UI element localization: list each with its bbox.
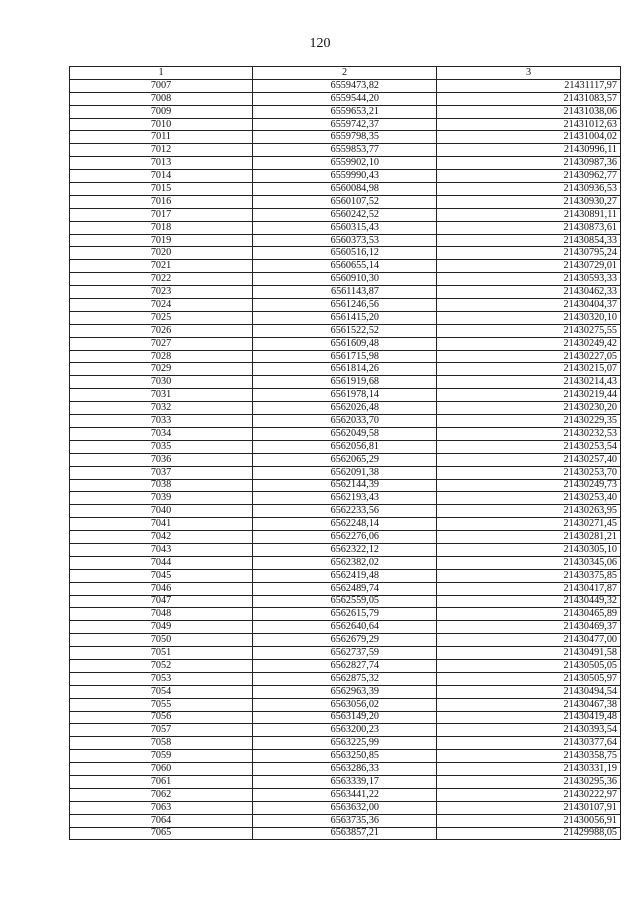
x-coordinate-cell: 6561609,48 bbox=[253, 337, 437, 350]
table-row bbox=[70, 711, 621, 724]
point-number-cell: 7057 bbox=[70, 724, 253, 737]
table-row bbox=[70, 582, 621, 595]
x-coordinate-cell: 6559653,21 bbox=[253, 105, 437, 118]
point-number-cell: 7062 bbox=[70, 788, 253, 801]
table-row bbox=[70, 505, 621, 518]
point-number-cell: 7052 bbox=[70, 659, 253, 672]
y-coordinate-cell: 21430305,10 bbox=[437, 543, 621, 556]
point-number-cell: 7024 bbox=[70, 299, 253, 312]
point-number-cell: 7040 bbox=[70, 505, 253, 518]
point-number-cell: 7012 bbox=[70, 144, 253, 157]
y-coordinate-cell: 21431004,02 bbox=[437, 131, 621, 144]
point-number-cell: 7038 bbox=[70, 479, 253, 492]
y-coordinate-cell: 21430505,05 bbox=[437, 659, 621, 672]
table-row bbox=[70, 105, 621, 118]
point-number-cell: 7022 bbox=[70, 273, 253, 286]
point-number-cell: 7027 bbox=[70, 337, 253, 350]
coordinates-table bbox=[69, 66, 621, 840]
x-coordinate-cell: 6563632,00 bbox=[253, 801, 437, 814]
table-row bbox=[70, 350, 621, 363]
table-row bbox=[70, 827, 621, 840]
table-row bbox=[70, 814, 621, 827]
y-coordinate-cell: 21430795,24 bbox=[437, 247, 621, 260]
y-coordinate-cell: 21430271,45 bbox=[437, 518, 621, 531]
table-row bbox=[70, 427, 621, 440]
table-row bbox=[70, 647, 621, 660]
x-coordinate-cell: 6562615,79 bbox=[253, 608, 437, 621]
point-number-cell: 7014 bbox=[70, 170, 253, 183]
point-number-cell: 7028 bbox=[70, 350, 253, 363]
x-coordinate-cell: 6562875,32 bbox=[253, 672, 437, 685]
table-row bbox=[70, 634, 621, 647]
y-coordinate-cell: 21430729,01 bbox=[437, 260, 621, 273]
y-coordinate-cell: 21429988,05 bbox=[437, 827, 621, 840]
y-coordinate-cell: 21430263,95 bbox=[437, 505, 621, 518]
y-coordinate-cell: 21430467,38 bbox=[437, 698, 621, 711]
y-coordinate-cell: 21430230,20 bbox=[437, 402, 621, 415]
table-row bbox=[70, 466, 621, 479]
y-coordinate-cell: 21430249,73 bbox=[437, 479, 621, 492]
point-number-cell: 7044 bbox=[70, 556, 253, 569]
x-coordinate-cell: 6563200,23 bbox=[253, 724, 437, 737]
point-number-cell: 7047 bbox=[70, 595, 253, 608]
x-coordinate-cell: 6562056,81 bbox=[253, 440, 437, 453]
point-number-cell: 7034 bbox=[70, 427, 253, 440]
y-coordinate-cell: 21430253,70 bbox=[437, 466, 621, 479]
point-number-cell: 7029 bbox=[70, 363, 253, 376]
x-coordinate-cell: 6563225,99 bbox=[253, 737, 437, 750]
x-coordinate-cell: 6560655,14 bbox=[253, 260, 437, 273]
point-number-cell: 7060 bbox=[70, 763, 253, 776]
point-number-cell: 7018 bbox=[70, 221, 253, 234]
table-row bbox=[70, 144, 621, 157]
x-coordinate-cell: 6562026,48 bbox=[253, 402, 437, 415]
table-body bbox=[70, 79, 621, 840]
x-coordinate-cell: 6561919,68 bbox=[253, 376, 437, 389]
y-coordinate-cell: 21430854,33 bbox=[437, 234, 621, 247]
table-row bbox=[70, 247, 621, 260]
x-coordinate-cell: 6560242,52 bbox=[253, 208, 437, 221]
table-row bbox=[70, 518, 621, 531]
table-row bbox=[70, 311, 621, 324]
y-coordinate-cell: 21430320,10 bbox=[437, 311, 621, 324]
point-number-cell: 7041 bbox=[70, 518, 253, 531]
point-number-cell: 7039 bbox=[70, 492, 253, 505]
x-coordinate-cell: 6560107,52 bbox=[253, 195, 437, 208]
table-row bbox=[70, 402, 621, 415]
point-number-cell: 7035 bbox=[70, 440, 253, 453]
y-coordinate-cell: 21430962,77 bbox=[437, 170, 621, 183]
column-header-3: 3 bbox=[437, 67, 621, 80]
table-row bbox=[70, 453, 621, 466]
point-number-cell: 7049 bbox=[70, 621, 253, 634]
x-coordinate-cell: 6562248,14 bbox=[253, 518, 437, 531]
table-row bbox=[70, 801, 621, 814]
point-number-cell: 7030 bbox=[70, 376, 253, 389]
x-coordinate-cell: 6562489,74 bbox=[253, 582, 437, 595]
point-number-cell: 7061 bbox=[70, 775, 253, 788]
x-coordinate-cell: 6562033,70 bbox=[253, 415, 437, 428]
point-number-cell: 7050 bbox=[70, 634, 253, 647]
y-coordinate-cell: 21430494,54 bbox=[437, 685, 621, 698]
table-row bbox=[70, 659, 621, 672]
x-coordinate-cell: 6562679,29 bbox=[253, 634, 437, 647]
y-coordinate-cell: 21430275,55 bbox=[437, 324, 621, 337]
y-coordinate-cell: 21430222,97 bbox=[437, 788, 621, 801]
y-coordinate-cell: 21430891,11 bbox=[437, 208, 621, 221]
x-coordinate-cell: 6561522,52 bbox=[253, 324, 437, 337]
y-coordinate-cell: 21430477,00 bbox=[437, 634, 621, 647]
point-number-cell: 7031 bbox=[70, 389, 253, 402]
table-row bbox=[70, 324, 621, 337]
x-coordinate-cell: 6559473,82 bbox=[253, 79, 437, 92]
point-number-cell: 7036 bbox=[70, 453, 253, 466]
table-row bbox=[70, 337, 621, 350]
table-header-row bbox=[70, 67, 621, 80]
point-number-cell: 7042 bbox=[70, 531, 253, 544]
y-coordinate-cell: 21430227,05 bbox=[437, 350, 621, 363]
y-coordinate-cell: 21430491,58 bbox=[437, 647, 621, 660]
y-coordinate-cell: 21430449,32 bbox=[437, 595, 621, 608]
table-row bbox=[70, 118, 621, 131]
table-row bbox=[70, 286, 621, 299]
x-coordinate-cell: 6563286,33 bbox=[253, 763, 437, 776]
x-coordinate-cell: 6560084,98 bbox=[253, 183, 437, 196]
table-row bbox=[70, 621, 621, 634]
point-number-cell: 7033 bbox=[70, 415, 253, 428]
y-coordinate-cell: 21430417,87 bbox=[437, 582, 621, 595]
x-coordinate-cell: 6562737,59 bbox=[253, 647, 437, 660]
x-coordinate-cell: 6559742,37 bbox=[253, 118, 437, 131]
table-row bbox=[70, 260, 621, 273]
y-coordinate-cell: 21430253,40 bbox=[437, 492, 621, 505]
x-coordinate-cell: 6563857,21 bbox=[253, 827, 437, 840]
x-coordinate-cell: 6563339,17 bbox=[253, 775, 437, 788]
point-number-cell: 7045 bbox=[70, 569, 253, 582]
point-number-cell: 7063 bbox=[70, 801, 253, 814]
y-coordinate-cell: 21430419,48 bbox=[437, 711, 621, 724]
y-coordinate-cell: 21431012,63 bbox=[437, 118, 621, 131]
table-row bbox=[70, 775, 621, 788]
table-row bbox=[70, 234, 621, 247]
y-coordinate-cell: 21430229,35 bbox=[437, 415, 621, 428]
point-number-cell: 7055 bbox=[70, 698, 253, 711]
point-number-cell: 7051 bbox=[70, 647, 253, 660]
table-row bbox=[70, 299, 621, 312]
x-coordinate-cell: 6562963,39 bbox=[253, 685, 437, 698]
table-row bbox=[70, 440, 621, 453]
table-row bbox=[70, 131, 621, 144]
point-number-cell: 7009 bbox=[70, 105, 253, 118]
table-row bbox=[70, 672, 621, 685]
y-coordinate-cell: 21431083,57 bbox=[437, 92, 621, 105]
y-coordinate-cell: 21430249,42 bbox=[437, 337, 621, 350]
y-coordinate-cell: 21430393,54 bbox=[437, 724, 621, 737]
point-number-cell: 7025 bbox=[70, 311, 253, 324]
y-coordinate-cell: 21430056,91 bbox=[437, 814, 621, 827]
table-row bbox=[70, 376, 621, 389]
point-number-cell: 7010 bbox=[70, 118, 253, 131]
table-row bbox=[70, 79, 621, 92]
table-row bbox=[70, 685, 621, 698]
x-coordinate-cell: 6562827,74 bbox=[253, 659, 437, 672]
y-coordinate-cell: 21430295,36 bbox=[437, 775, 621, 788]
x-coordinate-cell: 6562559,05 bbox=[253, 595, 437, 608]
y-coordinate-cell: 21430232,53 bbox=[437, 427, 621, 440]
x-coordinate-cell: 6562322,12 bbox=[253, 543, 437, 556]
y-coordinate-cell: 21430253,54 bbox=[437, 440, 621, 453]
x-coordinate-cell: 6563441,22 bbox=[253, 788, 437, 801]
table-row bbox=[70, 608, 621, 621]
point-number-cell: 7054 bbox=[70, 685, 253, 698]
point-number-cell: 7064 bbox=[70, 814, 253, 827]
y-coordinate-cell: 21430214,43 bbox=[437, 376, 621, 389]
y-coordinate-cell: 21430375,85 bbox=[437, 569, 621, 582]
point-number-cell: 7058 bbox=[70, 737, 253, 750]
table-row bbox=[70, 415, 621, 428]
point-number-cell: 7015 bbox=[70, 183, 253, 196]
y-coordinate-cell: 21430377,64 bbox=[437, 737, 621, 750]
x-coordinate-cell: 6562193,43 bbox=[253, 492, 437, 505]
x-coordinate-cell: 6561978,14 bbox=[253, 389, 437, 402]
x-coordinate-cell: 6560516,12 bbox=[253, 247, 437, 260]
x-coordinate-cell: 6563250,85 bbox=[253, 750, 437, 763]
x-coordinate-cell: 6559902,10 bbox=[253, 157, 437, 170]
y-coordinate-cell: 21430358,75 bbox=[437, 750, 621, 763]
x-coordinate-cell: 6562049,58 bbox=[253, 427, 437, 440]
x-coordinate-cell: 6561415,20 bbox=[253, 311, 437, 324]
point-number-cell: 7017 bbox=[70, 208, 253, 221]
point-number-cell: 7007 bbox=[70, 79, 253, 92]
x-coordinate-cell: 6560315,43 bbox=[253, 221, 437, 234]
point-number-cell: 7032 bbox=[70, 402, 253, 415]
point-number-cell: 7013 bbox=[70, 157, 253, 170]
table-row bbox=[70, 208, 621, 221]
table-row bbox=[70, 389, 621, 402]
x-coordinate-cell: 6562091,38 bbox=[253, 466, 437, 479]
y-coordinate-cell: 21430873,61 bbox=[437, 221, 621, 234]
point-number-cell: 7026 bbox=[70, 324, 253, 337]
y-coordinate-cell: 21430505,97 bbox=[437, 672, 621, 685]
point-number-cell: 7065 bbox=[70, 827, 253, 840]
table-row bbox=[70, 479, 621, 492]
point-number-cell: 7008 bbox=[70, 92, 253, 105]
x-coordinate-cell: 6561715,98 bbox=[253, 350, 437, 363]
x-coordinate-cell: 6561814,26 bbox=[253, 363, 437, 376]
table-row bbox=[70, 531, 621, 544]
x-coordinate-cell: 6563056,02 bbox=[253, 698, 437, 711]
point-number-cell: 7053 bbox=[70, 672, 253, 685]
x-coordinate-cell: 6561143,87 bbox=[253, 286, 437, 299]
x-coordinate-cell: 6559990,43 bbox=[253, 170, 437, 183]
y-coordinate-cell: 21431038,06 bbox=[437, 105, 621, 118]
table-row bbox=[70, 543, 621, 556]
x-coordinate-cell: 6562640,64 bbox=[253, 621, 437, 634]
y-coordinate-cell: 21430331,19 bbox=[437, 763, 621, 776]
point-number-cell: 7056 bbox=[70, 711, 253, 724]
table-row bbox=[70, 763, 621, 776]
point-number-cell: 7011 bbox=[70, 131, 253, 144]
x-coordinate-cell: 6562419,48 bbox=[253, 569, 437, 582]
point-number-cell: 7020 bbox=[70, 247, 253, 260]
point-number-cell: 7021 bbox=[70, 260, 253, 273]
y-coordinate-cell: 21430930,27 bbox=[437, 195, 621, 208]
column-header-2: 2 bbox=[253, 67, 437, 80]
point-number-cell: 7046 bbox=[70, 582, 253, 595]
x-coordinate-cell: 6563735,36 bbox=[253, 814, 437, 827]
y-coordinate-cell: 21430987,36 bbox=[437, 157, 621, 170]
table-row bbox=[70, 183, 621, 196]
table-row bbox=[70, 556, 621, 569]
y-coordinate-cell: 21430593,33 bbox=[437, 273, 621, 286]
y-coordinate-cell: 21430257,40 bbox=[437, 453, 621, 466]
table-row bbox=[70, 221, 621, 234]
table-row bbox=[70, 569, 621, 582]
x-coordinate-cell: 6560910,30 bbox=[253, 273, 437, 286]
y-coordinate-cell: 21431117,97 bbox=[437, 79, 621, 92]
table-row bbox=[70, 92, 621, 105]
x-coordinate-cell: 6563149,20 bbox=[253, 711, 437, 724]
table-row bbox=[70, 750, 621, 763]
x-coordinate-cell: 6559853,77 bbox=[253, 144, 437, 157]
table-row bbox=[70, 595, 621, 608]
y-coordinate-cell: 21430996,11 bbox=[437, 144, 621, 157]
y-coordinate-cell: 21430215,07 bbox=[437, 363, 621, 376]
x-coordinate-cell: 6560373,53 bbox=[253, 234, 437, 247]
y-coordinate-cell: 21430936,53 bbox=[437, 183, 621, 196]
table-row bbox=[70, 273, 621, 286]
point-number-cell: 7043 bbox=[70, 543, 253, 556]
table-row bbox=[70, 724, 621, 737]
x-coordinate-cell: 6562276,06 bbox=[253, 531, 437, 544]
table-row bbox=[70, 195, 621, 208]
table-row bbox=[70, 157, 621, 170]
y-coordinate-cell: 21430404,37 bbox=[437, 299, 621, 312]
y-coordinate-cell: 21430469,37 bbox=[437, 621, 621, 634]
table-row bbox=[70, 737, 621, 750]
x-coordinate-cell: 6562144,39 bbox=[253, 479, 437, 492]
point-number-cell: 7019 bbox=[70, 234, 253, 247]
x-coordinate-cell: 6562233,56 bbox=[253, 505, 437, 518]
table-row bbox=[70, 788, 621, 801]
x-coordinate-cell: 6562382,02 bbox=[253, 556, 437, 569]
column-header-1: 1 bbox=[70, 67, 253, 80]
point-number-cell: 7048 bbox=[70, 608, 253, 621]
y-coordinate-cell: 21430462,33 bbox=[437, 286, 621, 299]
x-coordinate-cell: 6559544,20 bbox=[253, 92, 437, 105]
point-number-cell: 7016 bbox=[70, 195, 253, 208]
y-coordinate-cell: 21430107,91 bbox=[437, 801, 621, 814]
point-number-cell: 7059 bbox=[70, 750, 253, 763]
y-coordinate-cell: 21430281,21 bbox=[437, 531, 621, 544]
point-number-cell: 7037 bbox=[70, 466, 253, 479]
page-number: 120 bbox=[309, 36, 331, 51]
x-coordinate-cell: 6562065,29 bbox=[253, 453, 437, 466]
y-coordinate-cell: 21430465,89 bbox=[437, 608, 621, 621]
y-coordinate-cell: 21430219,44 bbox=[437, 389, 621, 402]
table-row bbox=[70, 363, 621, 376]
table-row bbox=[70, 170, 621, 183]
x-coordinate-cell: 6559798,35 bbox=[253, 131, 437, 144]
point-number-cell: 7023 bbox=[70, 286, 253, 299]
x-coordinate-cell: 6561246,56 bbox=[253, 299, 437, 312]
y-coordinate-cell: 21430345,06 bbox=[437, 556, 621, 569]
table-row bbox=[70, 492, 621, 505]
table-row bbox=[70, 698, 621, 711]
